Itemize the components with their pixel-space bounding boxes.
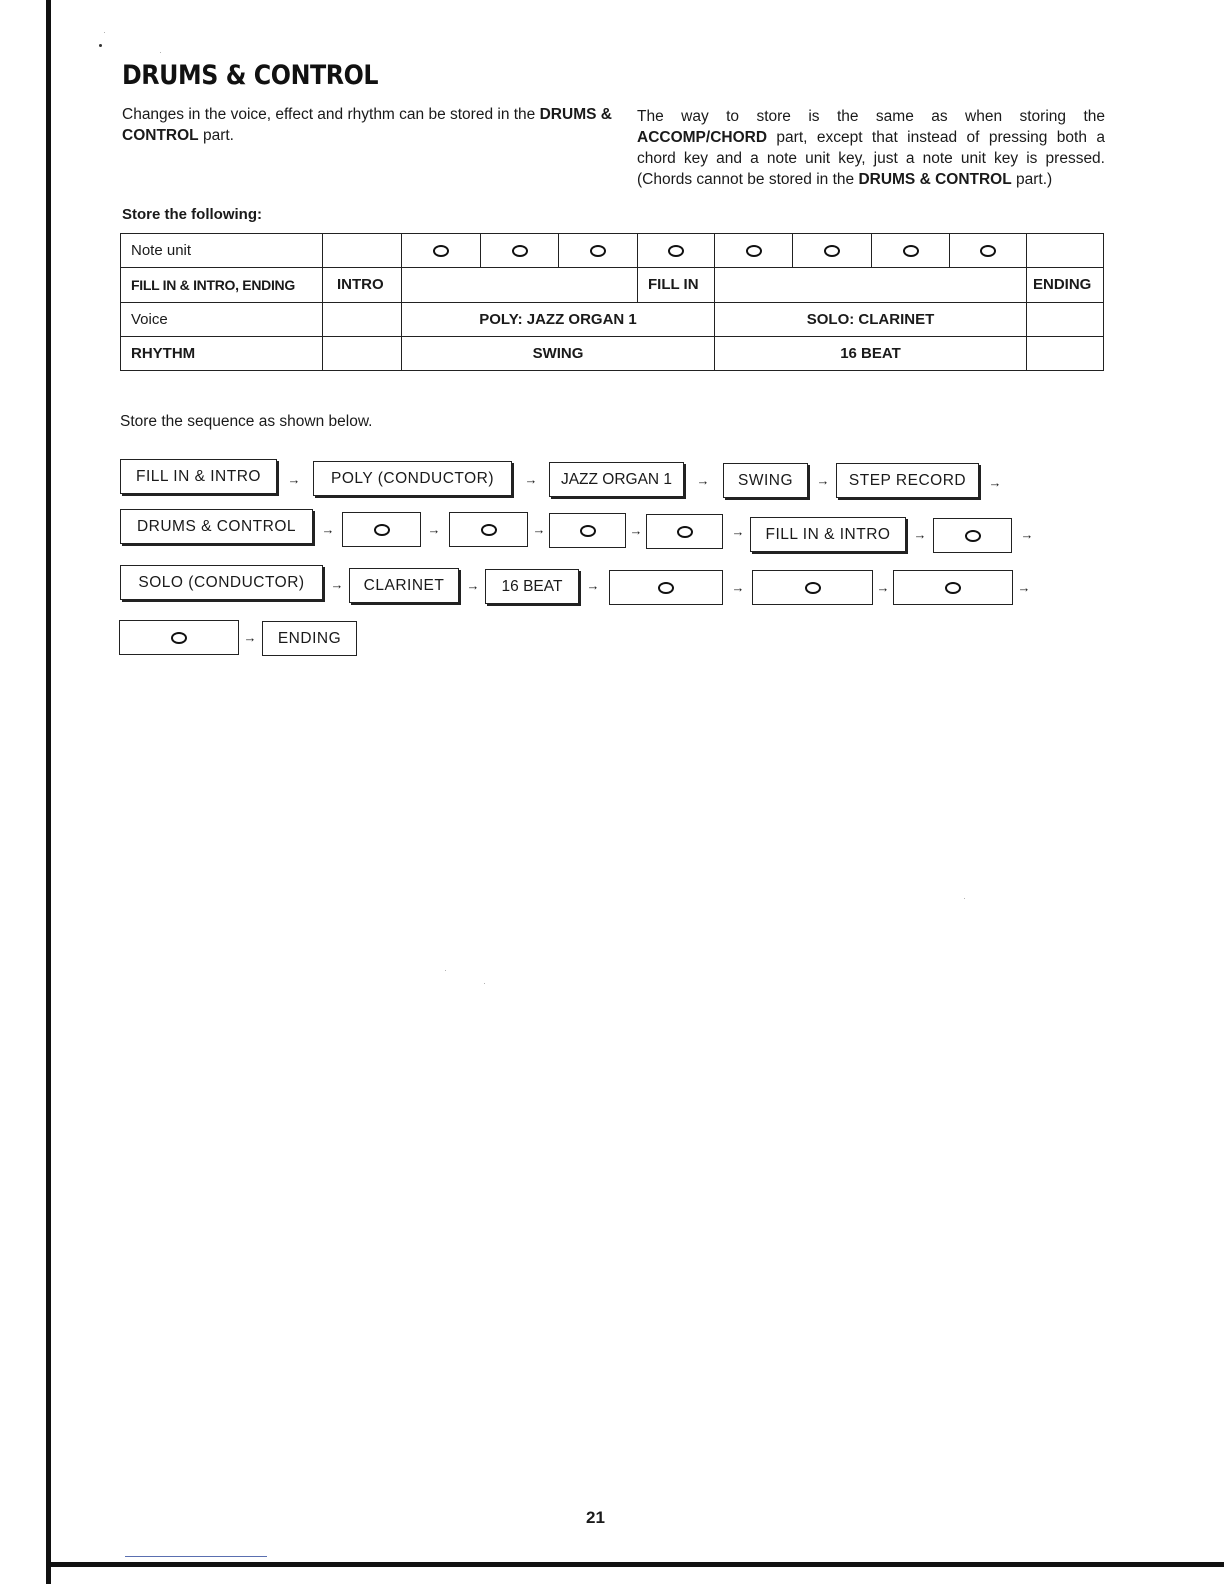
arrow-icon: → — [532, 522, 546, 537]
table-row — [121, 336, 1104, 370]
arrow-icon: → — [876, 580, 890, 595]
seq-box-jazz-organ: JAZZ ORGAN 1 — [549, 462, 684, 497]
whole-note-icon — [590, 245, 606, 257]
arrow-icon: → — [1020, 527, 1034, 542]
seq-box-note — [893, 570, 1013, 605]
seq-box-fill-in-intro-2: FILL IN & INTRO — [750, 517, 906, 552]
arrow-icon: → — [731, 524, 745, 539]
whole-note-icon — [945, 582, 961, 594]
whole-note-icon — [805, 582, 821, 594]
page-title: DRUMS & CONTROL — [122, 60, 379, 91]
whole-note-icon — [171, 632, 187, 644]
table-cell — [323, 302, 402, 336]
page-border-bottom — [46, 1562, 1224, 1567]
whole-note-icon — [746, 245, 762, 257]
arrow-icon: → — [586, 578, 600, 593]
scan-speck — [964, 898, 965, 899]
whole-note-icon — [374, 524, 390, 536]
table-cell — [323, 234, 402, 268]
arrow-icon: → — [696, 473, 710, 488]
arrow-icon: → — [427, 522, 441, 537]
arrow-icon: → — [816, 473, 830, 488]
whole-note-icon — [903, 245, 919, 257]
scan-speck — [484, 983, 485, 984]
table-cell — [1027, 336, 1104, 370]
seq-box-swing: SWING — [723, 463, 808, 498]
intro-paragraph-right: The way to store is the same as when storing the ACCOMP/CHORD part, except that instead of pressing both a chord key and a note unit key, just a note unit key is pressed. (Chords cannot be stored in the DRUMS & CONTROL part.) — [637, 108, 1105, 188]
arrow-icon: → — [1017, 580, 1031, 595]
table-cell — [402, 234, 481, 268]
row-label-fill: FILL IN & INTRO, ENDING — [121, 268, 323, 302]
scan-speck — [104, 32, 105, 33]
whole-note-icon — [580, 525, 596, 537]
seq-box-16-beat: 16 BEAT — [485, 569, 579, 604]
table-cell-swing: SWING — [402, 336, 715, 370]
store-heading: Store the following: — [122, 206, 262, 223]
table-cell — [481, 234, 559, 268]
scan-speck — [160, 52, 161, 53]
scan-speck — [445, 970, 446, 971]
arrow-icon: → — [466, 578, 480, 593]
table-cell-16beat: 16 BEAT — [715, 336, 1027, 370]
seq-box-solo-conductor: SOLO (CONDUCTOR) — [120, 565, 323, 600]
arrow-icon: → — [524, 472, 538, 487]
table-row — [121, 234, 1104, 268]
whole-note-icon — [433, 245, 449, 257]
table-cell-fill-in: FILL IN — [638, 268, 715, 302]
table-cell — [1027, 302, 1104, 336]
whole-note-icon — [668, 245, 684, 257]
whole-note-icon — [658, 582, 674, 594]
whole-note-icon — [512, 245, 528, 257]
page-number: 21 — [586, 1508, 605, 1527]
seq-box-clarinet: CLARINET — [349, 568, 459, 603]
table-cell-solo-voice: SOLO: CLARINET — [715, 302, 1027, 336]
table-cell — [950, 234, 1027, 268]
seq-box-ending: ENDING — [262, 621, 357, 656]
whole-note-icon — [980, 245, 996, 257]
arrow-icon: → — [913, 527, 927, 542]
seq-box-fill-in-intro: FILL IN & INTRO — [120, 459, 277, 494]
arrow-icon: → — [988, 475, 1002, 490]
seq-box-note — [933, 518, 1012, 553]
whole-note-icon — [824, 245, 840, 257]
table-cell — [323, 336, 402, 370]
table-cell-ending: ENDING — [1027, 268, 1104, 302]
seq-box-drums-control: DRUMS & CONTROL — [120, 509, 313, 544]
seq-box-note — [449, 512, 528, 547]
whole-note-icon — [481, 524, 497, 536]
seq-box-note — [752, 570, 873, 605]
table-cell — [638, 234, 715, 268]
page-border-left — [46, 0, 51, 1584]
arrow-icon: → — [731, 580, 745, 595]
arrow-icon: → — [321, 522, 335, 537]
arrow-icon: → — [330, 577, 344, 592]
seq-box-note — [609, 570, 723, 605]
row-label-voice: Voice — [121, 302, 323, 336]
scan-speck — [99, 44, 102, 47]
whole-note-icon — [677, 526, 693, 538]
table-cell-poly-voice: POLY: JAZZ ORGAN 1 — [402, 302, 715, 336]
table-cell — [715, 234, 793, 268]
table-row — [121, 302, 1104, 336]
footer-line — [125, 1556, 267, 1557]
table-cell — [1027, 234, 1104, 268]
seq-box-poly-conductor: POLY (CONDUCTOR) — [313, 461, 512, 496]
sequence-heading: Store the sequence as shown below. — [120, 413, 373, 430]
seq-box-note — [342, 512, 421, 547]
seq-box-note — [119, 620, 239, 655]
table-cell — [715, 268, 1027, 302]
arrow-icon: → — [629, 523, 643, 538]
seq-box-note — [646, 514, 723, 549]
table-cell — [559, 234, 638, 268]
whole-note-icon — [965, 530, 981, 542]
table-cell — [402, 268, 638, 302]
table-cell — [872, 234, 950, 268]
intro-paragraph-left: Changes in the voice, effect and rhythm can be stored in the DRUMS & CONTROL part. — [122, 106, 612, 144]
row-label-rhythm: RHYTHM — [121, 336, 323, 370]
table-cell — [793, 234, 872, 268]
arrow-icon: → — [287, 472, 301, 487]
table-row — [121, 268, 1104, 302]
seq-box-note — [549, 513, 626, 548]
row-label-note-unit: Note unit — [121, 234, 323, 268]
arrow-icon: → — [243, 630, 257, 645]
store-table — [120, 233, 1104, 371]
table-cell-intro: INTRO — [323, 268, 402, 302]
seq-box-step-record: STEP RECORD — [836, 463, 979, 498]
